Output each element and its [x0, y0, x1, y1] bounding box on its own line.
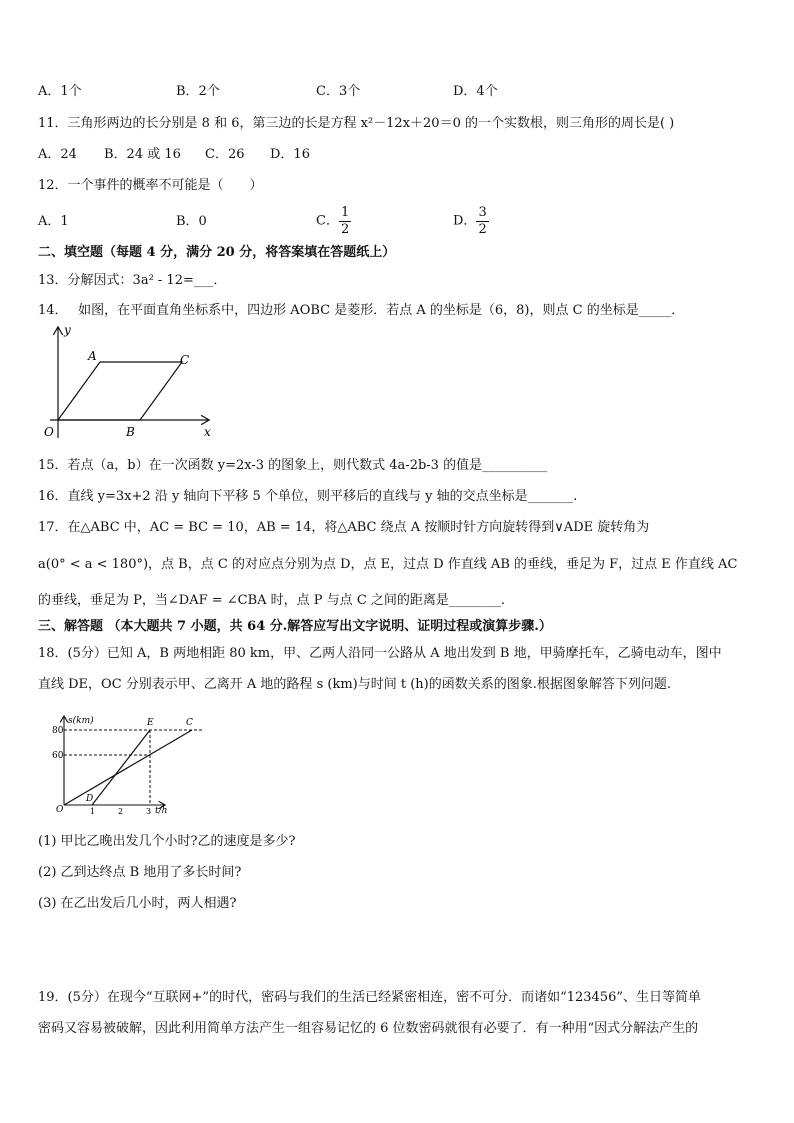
tick-1: 1 — [90, 807, 96, 816]
fraction-numerator: 3 — [478, 205, 487, 220]
q10-option-b: B．2个 — [176, 84, 220, 99]
point-d-label: D — [86, 794, 94, 804]
q10-option-c: C．3个 — [316, 84, 361, 99]
section-2-heading: 二、填空题（每题 4 分，满分 20 分，将答案填在答题纸上） — [38, 245, 396, 260]
section-3-heading: 三、解答题 （本大题共 7 小题，共 64 分.解答应写出文字说明、证明过程或演算步骤.） — [38, 619, 552, 634]
q12-option-b: B．0 — [176, 214, 207, 229]
q18-sub-3: (3) 在乙出发后几小时，两人相遇? — [38, 896, 237, 911]
q11-text: 11．三角形两边的长分别是 8 和 6，第三边的长是方程 x²－12x＋20＝0 的一个实数根，则三角形的周长是( ) — [38, 116, 675, 131]
q11-option-b: B．24 或 16 — [104, 147, 181, 162]
line-de — [92, 730, 150, 805]
q18-distance-time-figure — [44, 712, 214, 820]
q18-sub-2: (2) 乙到达终点 B 地用了多长时间? — [38, 865, 242, 880]
q14-rhombus-figure — [36, 322, 226, 442]
origin-label: O — [44, 425, 54, 439]
tick-60: 60 — [52, 751, 64, 761]
q19-line-1: 19．(5分）在现今“互联网+”的时代，密码与我们的生活已经紧密相连，密不可分．而诸如“123456”、生日等简单 — [38, 990, 701, 1005]
q19-line-2: 密码又容易被破解，因此利用简单方法产生一组容易记忆的 6 位数密码就很有必要了．有一种用“因式分解法产生的 — [38, 1021, 699, 1036]
q17-line-1: 17．在△ABC 中，AC = BC = 10，AB = 14，将△ABC 绕点 A 按顺时针方向旋转得到∨ADE 旋转角为 — [38, 520, 650, 535]
tick-3: 3 — [146, 807, 152, 816]
q11-option-d: D．16 — [270, 147, 310, 162]
origin-label: O — [56, 805, 64, 815]
point-b-label: B — [126, 425, 135, 439]
q12-option-c — [316, 205, 351, 238]
q12-option-d-label: D． — [453, 213, 477, 229]
point-c-label: C — [186, 718, 193, 728]
q10-option-a: A．1个 — [38, 84, 82, 99]
q17-line-2: a(0° < a < 180°)，点 B，点 C 的对应点分别为点 D，点 E，过点 D 作直线 AB 的垂线，垂足为 F，过点 E 作直线 AC — [38, 557, 738, 572]
fraction-numerator: 1 — [340, 205, 350, 220]
q15-text: 15．若点（a，b）在一次函数 y=2x-3 的图象上，则代数式 4a-2b-3 的值是__________ — [38, 458, 548, 473]
rhombus-aobc — [58, 362, 182, 420]
q12-option-d-fraction — [476, 205, 488, 238]
q12-option-c-label: C． — [316, 213, 339, 229]
tick-2: 2 — [118, 807, 124, 816]
q12-text: 12．一个事件的概率不可能是（ ） — [38, 178, 263, 193]
tick-80: 80 — [52, 726, 64, 736]
q18-line-1: 18．(5分）已知 A，B 两地相距 80 km，甲、乙两人沿同一公路从 A 地出发到 B 地，甲骑摩托车，乙骑电动车，图中 — [38, 646, 722, 661]
fraction-denominator: 2 — [340, 222, 350, 237]
x-axis-label: x — [204, 425, 211, 439]
q14-text: 14． 如图，在平面直角坐标系中，四边形 AOBC 是菱形．若点 A 的坐标是（6，8)，则点 C 的坐标是_____． — [38, 303, 685, 318]
line-oc — [64, 730, 192, 805]
q18-line-2: 直线 DE，OC 分别表示甲、乙离开 A 地的路程 s (km)与时间 t (h)的函数关系的图象.根据图象解答下列问题. — [38, 677, 671, 692]
q10-option-d: D．4个 — [453, 84, 498, 99]
q18-sub-1: (1) 甲比乙晚出发几个小时?乙的速度是多少? — [38, 834, 296, 849]
q12-option-a: A．1 — [38, 214, 69, 229]
s-axis-label: s(km) — [68, 716, 94, 726]
point-e-label: E — [147, 718, 154, 728]
q11-option-a: A．24 — [38, 147, 77, 162]
q12-option-d — [453, 205, 489, 238]
q12-option-c-fraction — [339, 205, 351, 238]
q13-text: 13．分解因式：3a² - 12=___． — [38, 273, 227, 288]
point-a-label: A — [88, 349, 97, 363]
fraction-denominator: 2 — [478, 222, 487, 237]
y-axis-label: y — [64, 323, 71, 337]
point-c-label: C — [180, 353, 190, 367]
t-axis-label: t/h — [155, 806, 168, 816]
q17-line-3: 的垂线，垂足为 P，当∠DAF = ∠CBA 时，点 P 与点 C 之间的距离是________. — [38, 593, 506, 608]
q16-text: 16．直线 y=3x+2 沿 y 轴向下平移 5 个单位，则平移后的直线与 y 轴的交点坐标是_______. — [38, 489, 578, 504]
q11-option-c: C．26 — [205, 147, 245, 162]
